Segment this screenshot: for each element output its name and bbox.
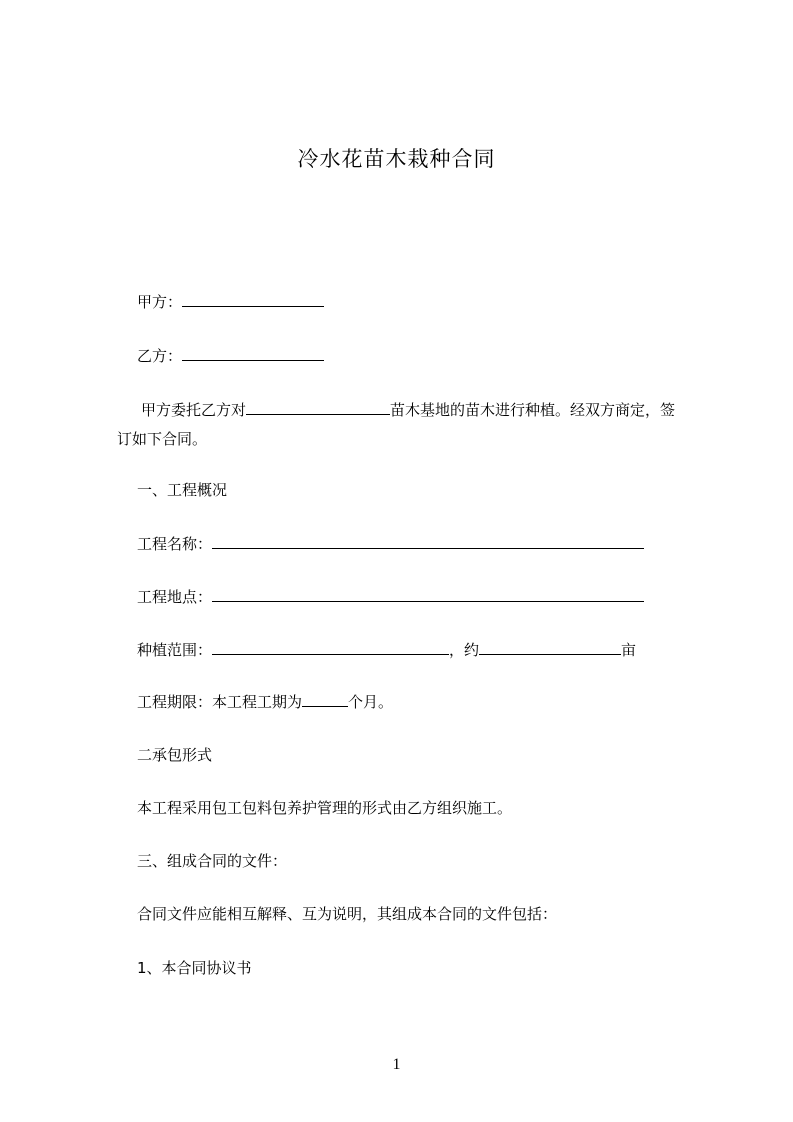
project-period-text-2: 个月。 [348, 693, 394, 711]
project-name-line [137, 534, 644, 554]
section-3-text: 合同文件应能相互解释、互为说明，其组成本合同的文件包括： [137, 905, 558, 923]
section-2-heading: 二承包形式 [137, 746, 213, 764]
months-blank[interactable] [302, 692, 348, 707]
area-blank[interactable] [479, 640, 621, 655]
party-a-line [137, 292, 324, 312]
intro-text-1: 甲方委托乙方对 [141, 401, 247, 419]
section-3-heading: 三、组成合同的文件： [137, 852, 288, 870]
project-location-blank[interactable] [212, 587, 644, 602]
project-location-label: 工程地点： [137, 588, 213, 606]
nursery-base-blank[interactable] [246, 400, 390, 415]
party-a-blank[interactable] [182, 292, 324, 307]
project-period-text-1: 工程期限：本工程工期为 [137, 693, 303, 711]
project-period-line [137, 692, 393, 712]
planting-scope-blank[interactable] [212, 640, 449, 655]
area-unit: 亩 [621, 641, 637, 659]
party-a-label: 甲方： [137, 293, 183, 311]
planting-scope-line [137, 640, 636, 660]
contract-title: 冷水花苗木栽种合同 [297, 147, 496, 171]
section-1-heading: 一、工程概况 [137, 481, 228, 499]
party-b-label: 乙方： [137, 347, 183, 365]
page-number: 1 [392, 1056, 401, 1073]
project-name-label: 工程名称： [137, 535, 213, 553]
project-location-line [137, 587, 644, 607]
section-3-item-1: 1、本合同协议书 [137, 959, 252, 977]
intro-text-3: 订如下合同。 [117, 430, 208, 448]
intro-text-2: 苗木基地的苗木进行种植。经双方商定，签 [390, 401, 676, 419]
party-b-line [137, 346, 324, 366]
planting-scope-label: 种植范围： [137, 641, 213, 659]
section-2-text: 本工程采用包工包料包养护管理的形式由乙方组织施工。 [137, 799, 513, 817]
planting-scope-mid: ，约 [449, 641, 480, 659]
project-name-blank[interactable] [212, 534, 644, 549]
intro-paragraph [117, 395, 707, 454]
party-b-blank[interactable] [182, 346, 324, 361]
